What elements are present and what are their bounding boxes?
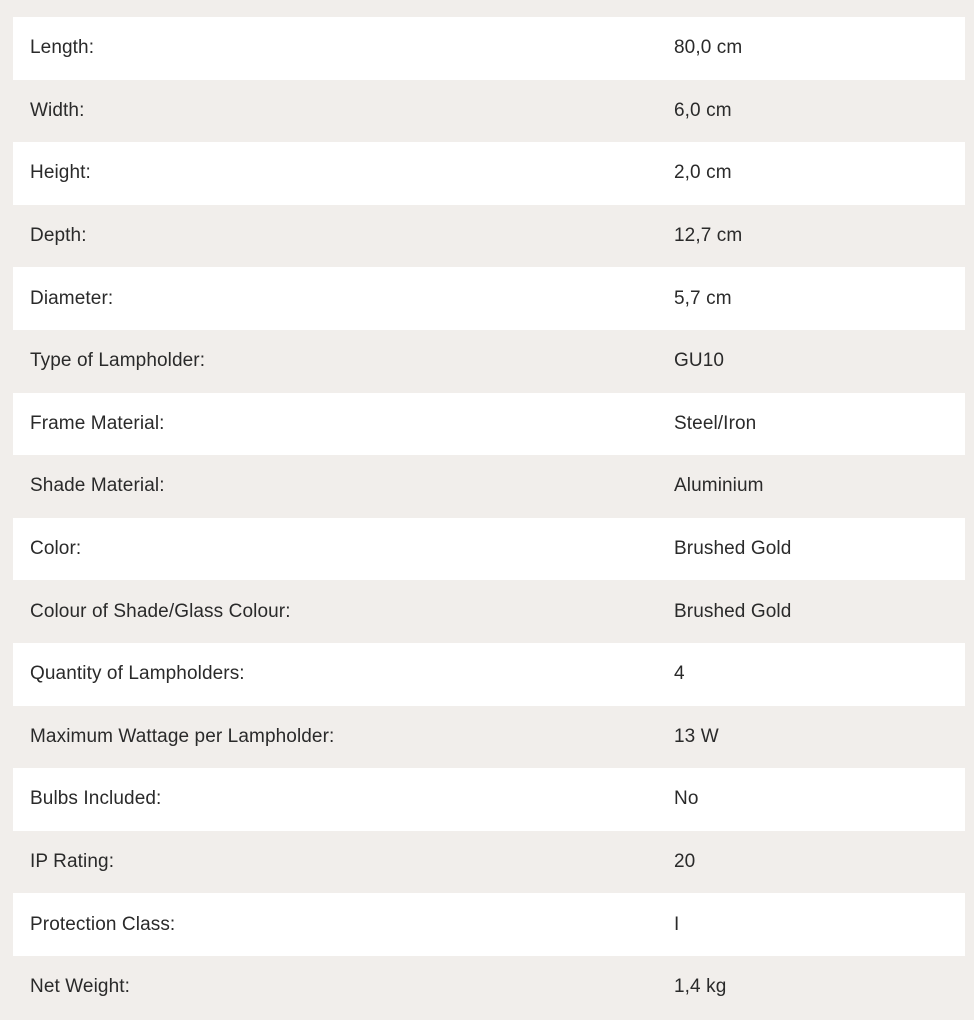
spec-value: 80,0 cm xyxy=(674,37,743,59)
spec-row-net-weight xyxy=(13,956,965,1019)
specifications-table xyxy=(13,17,965,1019)
spec-row-width xyxy=(13,80,965,143)
spec-label: Maximum Wattage per Lampholder: xyxy=(30,725,335,747)
spec-row-max-wattage xyxy=(13,706,965,769)
spec-label: Colour of Shade/Glass Colour: xyxy=(30,600,291,622)
spec-value: Brushed Gold xyxy=(674,538,792,560)
spec-label: Diameter: xyxy=(30,287,114,309)
spec-label: Depth: xyxy=(30,225,87,247)
spec-value: 12,7 cm xyxy=(674,225,743,247)
spec-label: Bulbs Included: xyxy=(30,788,162,810)
spec-value: No xyxy=(674,788,699,810)
spec-row-lampholder-type xyxy=(13,330,965,393)
spec-label: IP Rating: xyxy=(30,851,115,873)
spec-value: 20 xyxy=(674,851,696,873)
spec-row-height xyxy=(13,142,965,205)
spec-label: Height: xyxy=(30,162,91,184)
spec-label: Length: xyxy=(30,37,95,59)
spec-row-color xyxy=(13,518,965,581)
spec-label: Protection Class: xyxy=(30,913,176,935)
spec-row-depth xyxy=(13,205,965,268)
spec-value: 2,0 cm xyxy=(674,162,732,184)
spec-value: GU10 xyxy=(674,350,725,372)
spec-row-lampholder-quantity xyxy=(13,643,965,706)
spec-label: Net Weight: xyxy=(30,976,131,998)
spec-row-length xyxy=(13,17,965,80)
spec-row-protection-class xyxy=(13,893,965,956)
spec-row-shade-material xyxy=(13,455,965,518)
spec-label: Quantity of Lampholders: xyxy=(30,663,245,685)
spec-row-frame-material xyxy=(13,393,965,456)
spec-row-shade-colour xyxy=(13,580,965,643)
spec-value: 6,0 cm xyxy=(674,99,732,121)
spec-label: Width: xyxy=(30,99,85,121)
spec-value: Steel/Iron xyxy=(674,412,757,434)
spec-row-diameter xyxy=(13,267,965,330)
spec-value: 5,7 cm xyxy=(674,287,732,309)
spec-value: 13 W xyxy=(674,725,719,747)
spec-label: Type of Lampholder: xyxy=(30,350,206,372)
spec-label: Color: xyxy=(30,538,82,560)
spec-label: Shade Material: xyxy=(30,475,165,497)
spec-value: 1,4 kg xyxy=(674,976,727,998)
spec-row-ip-rating xyxy=(13,831,965,894)
spec-label: Frame Material: xyxy=(30,412,165,434)
spec-row-bulbs-included xyxy=(13,768,965,831)
spec-value: I xyxy=(674,913,680,935)
spec-value: Aluminium xyxy=(674,475,764,497)
spec-value: 4 xyxy=(674,663,685,685)
spec-value: Brushed Gold xyxy=(674,600,792,622)
